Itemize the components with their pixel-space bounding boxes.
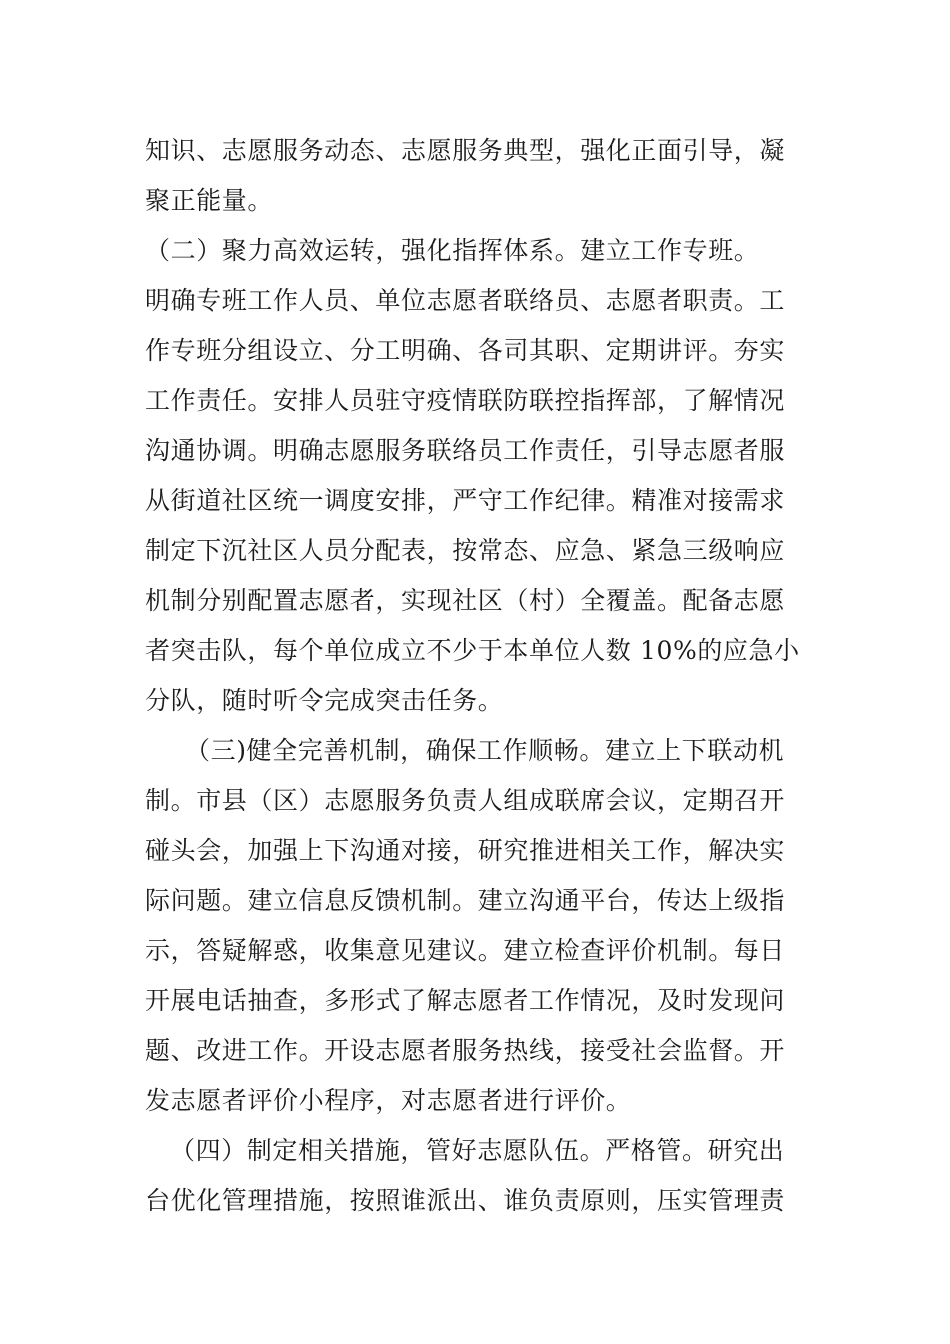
text-line-21: （四）制定相关措施，管好志愿队伍。严格管。研究出	[170, 1136, 785, 1165]
text-line-18: 开展电话抽查，多形式了解志愿者工作情况，及时发现问	[145, 986, 786, 1015]
text-line-8: 从街道社区统一调度安排，严守工作纪律。精准对接需求	[145, 486, 786, 515]
text-line-15: 碰头会，加强上下沟通对接，研究推进相关工作，解决实	[145, 836, 786, 865]
text-line-5: 作专班分组设立、分工明确、各司其职、定期讲评。夯实	[145, 336, 786, 365]
text-line-19: 题、改进工作。开设志愿者服务热线，接受社会监督。开	[145, 1036, 786, 1065]
text-line-3: （二）聚力高效运转，强化指挥体系。建立工作专班。	[145, 236, 760, 265]
text-line-2: 聚正能量。	[145, 186, 274, 215]
text-line-6: 工作责任。安排人员驻守疫情联防联控指挥部，了解情况	[145, 386, 786, 415]
text-line-9: 制定下沉社区人员分配表，按常态、应急、紧急三级响应	[145, 536, 786, 565]
text-line-17: 示，答疑解惑，收集意见建议。建立检查评价机制。每日	[145, 936, 786, 965]
text-line-7: 沟通协调。明确志愿服务联络员工作责任，引导志愿者服	[145, 436, 786, 465]
text-line-12: 分队，随时听令完成突击任务。	[145, 686, 504, 715]
text-line-20: 发志愿者评价小程序，对志愿者进行评价。	[145, 1086, 632, 1115]
text-line-10: 机制分别配置志愿者，实现社区（村）全覆盖。配备志愿	[145, 586, 786, 615]
text-line-11: 者突击队，每个单位成立不少于本单位人数 10%的应急小	[145, 636, 800, 665]
text-line-13: （三)健全完善机制，确保工作顺畅。建立上下联动机	[185, 736, 785, 765]
text-line-14: 制。市县（区）志愿服务负责人组成联席会议，定期召开	[145, 786, 786, 815]
text-line-16: 际问题。建立信息反馈机制。建立沟通平台，传达上级指	[145, 886, 786, 915]
text-line-4: 明确专班工作人员、单位志愿者联络员、志愿者职责。工	[145, 286, 786, 315]
text-line-1: 知识、志愿服务动态、志愿服务典型，强化正面引导，凝	[145, 136, 786, 165]
text-line-22: 台优化管理措施，按照谁派出、谁负责原则，压实管理责	[145, 1186, 786, 1215]
